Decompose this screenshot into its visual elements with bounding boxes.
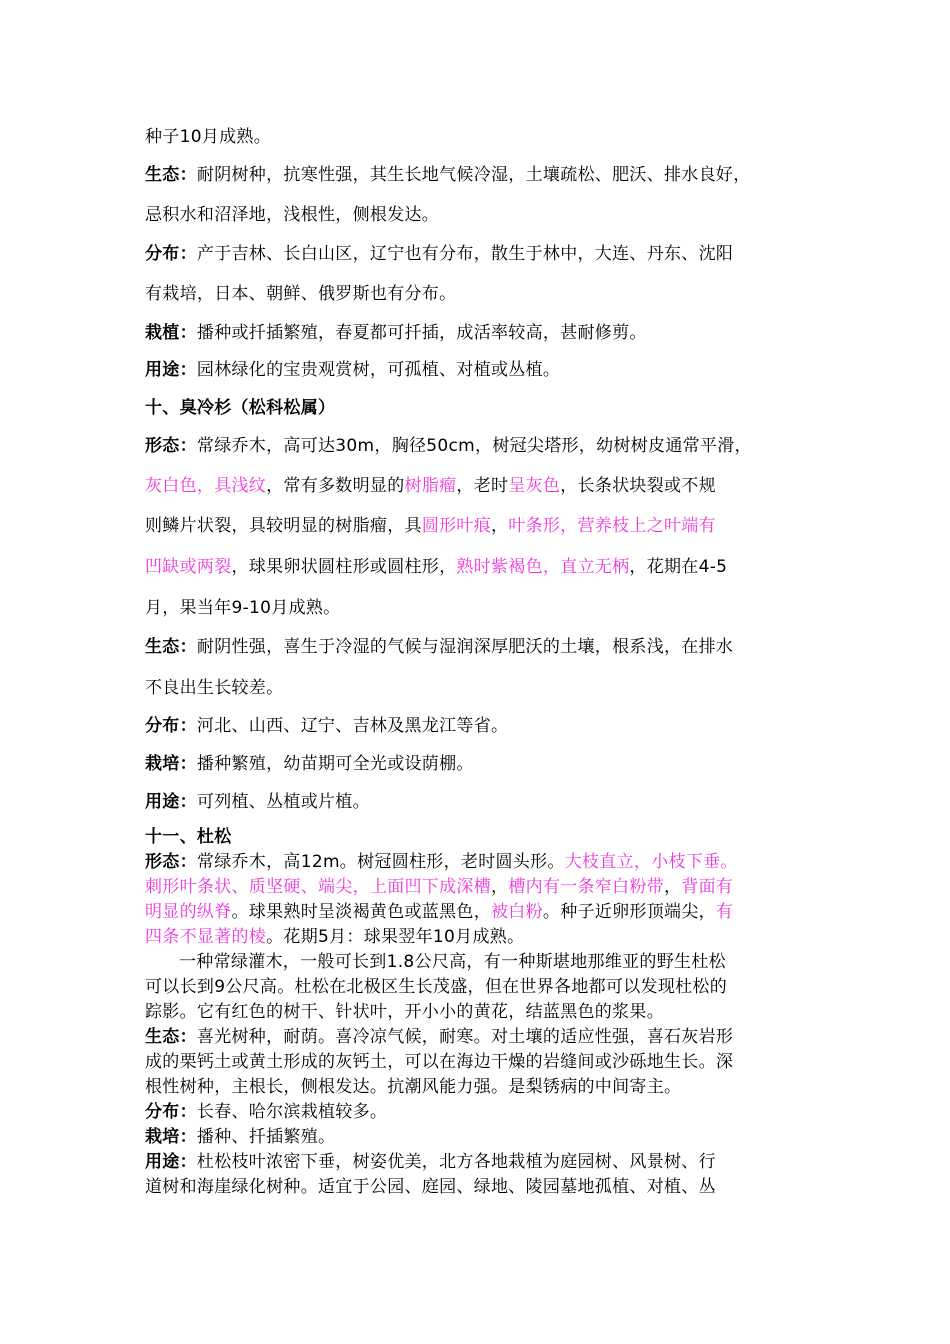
field-label: 形态： xyxy=(145,436,197,456)
ecology-paragraph xyxy=(145,156,815,194)
text-line xyxy=(145,589,815,627)
text-line xyxy=(145,196,815,234)
text-run: ， xyxy=(491,516,509,536)
section-title: 十、臭冷杉（松科松属） xyxy=(145,398,336,418)
text-run: ，常有多数明显的 xyxy=(266,476,405,496)
field-label: 分布： xyxy=(145,1102,197,1122)
highlight-run: 大枝直立，小枝下垂。 xyxy=(564,852,738,872)
text-run: 杜松枝叶浓密下垂，树姿优美，北方各地栽植为庭园树、风景树、行 xyxy=(196,1152,716,1172)
text-run: 种子10月成熟。 xyxy=(145,127,272,147)
field-label: 栽培： xyxy=(145,1127,197,1147)
ecology-paragraph xyxy=(145,628,815,666)
highlight-run: 圆形叶痕 xyxy=(421,516,492,536)
usage-paragraph xyxy=(145,783,815,821)
field-label: 用途： xyxy=(145,360,197,380)
cultivation-paragraph xyxy=(145,314,815,352)
text-line xyxy=(145,900,815,925)
text-run: 园林绿化的宝贵观赏树，可孤植、对植或丛植。 xyxy=(196,360,561,380)
highlight-run: 有 xyxy=(715,902,734,922)
highlight-run: 刺形叶条状、质坚硬、端尖，上面凹下成深槽 xyxy=(145,877,491,897)
text-run: 常绿乔木，高可达30m，胸径50cm，树冠尖塔形，幼树树皮通常平滑， xyxy=(196,436,752,456)
field-label: 栽培： xyxy=(145,754,197,774)
highlight-run: 叶条形，营养枝上之叶端有 xyxy=(508,516,716,536)
distribution-paragraph xyxy=(145,235,815,273)
distribution-paragraph xyxy=(145,707,815,745)
field-label: 用途： xyxy=(145,792,197,812)
field-label: 生态： xyxy=(145,165,197,185)
text-run: 有栽培，日本、朝鲜、俄罗斯也有分布。 xyxy=(145,284,457,304)
highlight-run: 树脂瘤 xyxy=(404,476,457,496)
section-title: 十一、杜松 xyxy=(145,827,232,847)
text-run: 河北、山西、辽宁、吉林及黑龙江等省。 xyxy=(196,716,509,736)
text-run: 可列植、丛植或片植。 xyxy=(196,792,370,812)
text-run: 播种或扦插繁殖，春夏都可扦插，成活率较高，甚耐修剪。 xyxy=(196,323,647,343)
text-run: ，老时 xyxy=(456,476,509,496)
text-run: 不良出生长较差。 xyxy=(145,678,284,698)
text-line xyxy=(145,875,815,900)
cultivation-paragraph xyxy=(145,745,815,783)
text-run: 播种繁殖，幼苗期可全光或设荫棚。 xyxy=(196,754,474,774)
text-line xyxy=(145,548,815,586)
highlight-run: 熟时紫褐色，直立无柄 xyxy=(456,557,630,577)
text-line xyxy=(145,467,815,505)
text-run: 月，果当年9-10月成熟。 xyxy=(145,598,341,618)
text-run: ，长条状块裂或不规 xyxy=(560,476,716,496)
text-run: 耐阴性强，喜生于冷湿的气候与湿润深厚肥沃的土壤，根系浅，在排水 xyxy=(196,637,734,657)
text-line: 一种常绿灌木，一般可长到1.8公尺高，有一种斯堪地那维亚的野生杜松 xyxy=(179,952,726,972)
morphology-paragraph xyxy=(145,427,815,465)
field-label: 用途： xyxy=(145,1152,197,1172)
text-line xyxy=(145,669,815,707)
highlight-run: 四条不显著的棱 xyxy=(145,927,267,947)
text-run: ， xyxy=(664,877,682,897)
text-run: 喜光树种，耐荫。喜冷凉气候，耐寒。对土壤的适应性强，喜石灰岩形 xyxy=(196,1027,734,1047)
distribution-paragraph xyxy=(145,1100,815,1125)
text-run: 常绿乔木，高12m。树冠圆柱形，老时圆头形。 xyxy=(196,852,565,872)
field-label: 形态： xyxy=(145,852,197,872)
text-run: ，花期在4-5 xyxy=(629,557,728,577)
field-label: 栽植： xyxy=(145,323,197,343)
text-line: 成的栗钙土或黄土形成的灰钙土，可以在海边干燥的岩缝间或沙砾地生长。深 xyxy=(145,1052,734,1072)
text-run: 长春、哈尔滨栽植较多。 xyxy=(196,1102,388,1122)
highlight-run: 槽内有一条窄白粉带 xyxy=(508,877,665,897)
text-run: 。球果熟时呈淡褐黄色或蓝黑色， xyxy=(231,902,491,922)
text-line: 根性树种，主根长，侧根发达。抗潮风能力强。是梨锈病的中间寄主。 xyxy=(145,1077,682,1097)
text-line xyxy=(145,925,815,950)
field-label: 分布： xyxy=(145,716,197,736)
text-run: 。花期5月：球果翌年10月成熟。 xyxy=(266,927,525,947)
text-line xyxy=(145,275,815,313)
highlight-run: 灰白色，具浅纹 xyxy=(145,476,267,496)
text-line: 可以长到9公尺高。杜松在北极区生长茂盛，但在世界各地都可以发现杜松的 xyxy=(145,977,728,997)
text-run: 产于吉林、长白山区，辽宁也有分布，散生于林中，大连、丹东、沈阳 xyxy=(196,244,734,264)
ecology-paragraph xyxy=(145,1025,815,1050)
field-label: 生态： xyxy=(145,637,197,657)
text-line xyxy=(145,507,815,545)
text-line xyxy=(145,118,815,156)
text-run: ， xyxy=(491,877,509,897)
field-label: 生态： xyxy=(145,1027,197,1047)
text-run: 播种、扦插繁殖。 xyxy=(196,1127,336,1147)
text-run: 则鳞片状裂，具较明显的树脂瘤，具 xyxy=(145,516,422,536)
text-run: 忌积水和沼泽地，浅根性，侧根发达。 xyxy=(145,205,440,225)
highlight-run: 明显的纵脊 xyxy=(145,902,232,922)
text-line: 道树和海崖绿化树种。适宜于公园、庭园、绿地、陵园墓地孤植、对植、丛 xyxy=(145,1177,716,1197)
highlight-run: 背面有 xyxy=(681,877,734,897)
cultivation-paragraph xyxy=(145,1125,815,1150)
text-run: 耐阴树种，抗寒性强，其生长地气候冷湿，土壤疏松、肥沃、排水良好， xyxy=(196,165,751,185)
usage-paragraph xyxy=(145,1150,815,1175)
text-run: ，球果卵状圆柱形或圆柱形， xyxy=(231,557,457,577)
usage-paragraph xyxy=(145,351,815,389)
field-label: 分布： xyxy=(145,244,197,264)
morphology-paragraph xyxy=(145,850,815,875)
text-run: 。种子近卵形顶端尖， xyxy=(542,902,716,922)
text-line: 踪影。它有红色的树干、针状叶，开小小的黄花，结蓝黑色的浆果。 xyxy=(145,1002,664,1022)
highlight-run: 呈灰色 xyxy=(508,476,561,496)
highlight-run: 被白粉 xyxy=(491,902,543,922)
highlight-run: 凹缺或两裂 xyxy=(145,557,232,577)
